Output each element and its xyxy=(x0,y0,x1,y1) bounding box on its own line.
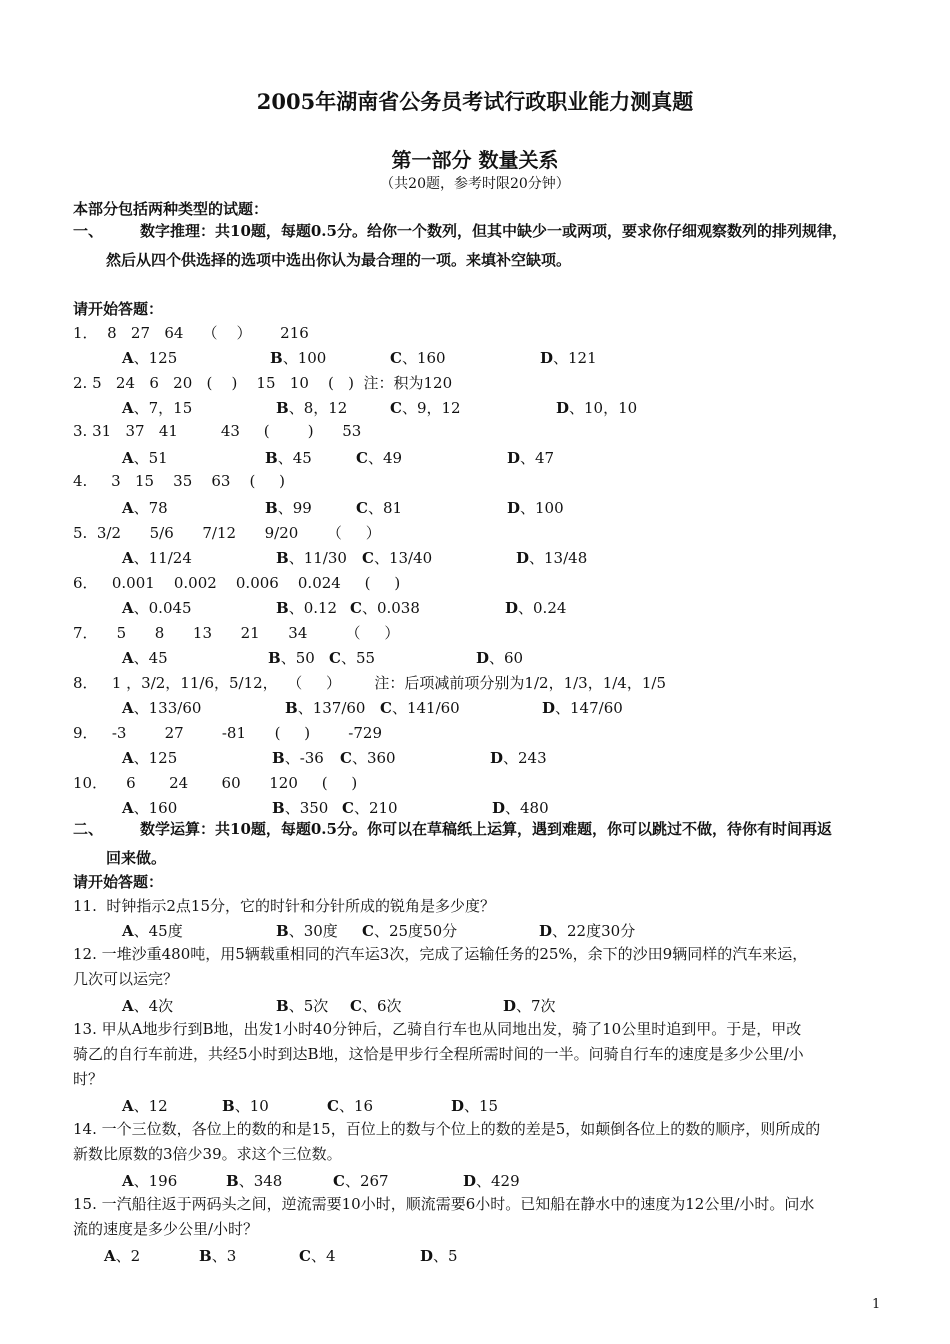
q9-option-b: B、-36 xyxy=(272,749,324,767)
start-prompt-2: 请开始答题： xyxy=(73,873,164,891)
question-4: 4. 3 15 35 63 ( ) xyxy=(73,472,286,490)
q15-option-b: B、3 xyxy=(199,1247,237,1265)
question-11: 11. 时钟指示2点15分，它的时针和分针所成的锐角是多少度？ xyxy=(73,897,496,915)
section1-line1: 数字推理：共10题，每题0.5分。给你一个数列，但其中缺少一或两项，要求你仔细观察数列的排列规律， xyxy=(140,222,847,240)
q9-option-d: D、243 xyxy=(490,749,547,767)
question-12 xyxy=(73,942,878,992)
q4-option-a: A、78 xyxy=(122,499,168,517)
q12-option-d: D、7次 xyxy=(503,997,556,1015)
question-2: 2. 5 24 6 20 ( ) 15 10 ( ) 注：积为120 xyxy=(73,374,453,392)
q13-option-d: D、15 xyxy=(451,1097,499,1115)
q14-option-c: C、267 xyxy=(333,1172,389,1190)
q3-option-a: A、51 xyxy=(122,449,168,467)
q6-option-c: C、0.038 xyxy=(350,599,420,617)
q11-option-a: A、45度 xyxy=(122,922,183,940)
q4-option-b: B、99 xyxy=(265,499,312,517)
q15-option-c: C、4 xyxy=(299,1247,336,1265)
section1-number: 一、 xyxy=(73,222,104,240)
section2-instructions xyxy=(73,815,888,873)
q3-option-b: B、45 xyxy=(265,449,312,467)
q1-option-d: D、121 xyxy=(540,349,597,367)
q13-line3: 时？ xyxy=(73,1070,104,1088)
q6-option-b: B、0.12 xyxy=(276,599,338,617)
start-prompt-1: 请开始答题： xyxy=(73,300,164,318)
q5-option-d: D、13/48 xyxy=(516,549,588,567)
question-3: 3. 31 37 41 43 ( ) 53 xyxy=(73,422,362,440)
q9-option-a: A、125 xyxy=(122,749,178,767)
q10-option-b: B、350 xyxy=(272,799,329,817)
part-title: 第一部分 数量关系 xyxy=(391,148,559,172)
q11-option-c: C、25度50分 xyxy=(362,922,458,940)
q2-option-c: C、9，12 xyxy=(390,399,461,417)
q7-option-c: C、55 xyxy=(329,649,376,667)
q13-option-b: B、10 xyxy=(222,1097,269,1115)
q5-option-b: B、11/30 xyxy=(276,549,347,567)
q12-option-c: C、6次 xyxy=(350,997,402,1015)
q3-option-d: D、47 xyxy=(507,449,555,467)
q12-option-b: B、5次 xyxy=(276,997,329,1015)
q14-option-a: A、196 xyxy=(122,1172,178,1190)
q10-option-d: D、480 xyxy=(492,799,549,817)
q7-option-a: A、45 xyxy=(122,649,168,667)
q3-option-c: C、49 xyxy=(356,449,403,467)
q13-line1: 13. 甲从A地步行到B地，出发1小时40分钟后，乙骑自行车也从同地出发，骑了10公里时追到甲。于是，甲改 xyxy=(73,1020,802,1038)
section1-line2: 然后从四个供选择的选项中选出你认为最合理的一项。来填补空缺项。 xyxy=(106,251,572,269)
question-8: 8． 1 ，3/2，11/6，5/12， （ ） 注：后项减前项分别为1/2，1/3，1/4，1/5 xyxy=(73,674,666,692)
section2-line2: 回来做。 xyxy=(106,849,167,867)
section2-number: 二、 xyxy=(73,820,104,838)
q2-option-a: A、7，15 xyxy=(122,399,193,417)
q6-option-a: A、0.045 xyxy=(122,599,192,617)
section2-line1: 数学运算：共10题，每题0.5分。你可以在草稿纸上运算，遇到难题，你可以跳过不做，待你有时间再返 xyxy=(140,820,832,838)
question-7: 7． 5 8 13 21 34 （ ） xyxy=(73,624,400,642)
part-subtitle: （共20题，参考时限20分钟） xyxy=(380,176,570,192)
q15-line2: 流的速度是多少公里/小时？ xyxy=(73,1220,259,1238)
q8-option-a: A、133/60 xyxy=(122,699,202,717)
q12-line1: 12. 一堆沙重480吨，用5辆载重相同的汽车运3次，完成了运输任务的25%，余下的沙田9辆同样的汽车来运， xyxy=(73,945,808,963)
q13-option-a: A、12 xyxy=(122,1097,168,1115)
q4-option-c: C、81 xyxy=(356,499,403,517)
q8-option-c: C、141/60 xyxy=(380,699,460,717)
document-title: 2005年湖南省公务员考试行政职业能力测真题 xyxy=(256,89,694,114)
q12-line2: 几次可以运完？ xyxy=(73,970,179,988)
question-1: 1． 8 27 64 （ ） 216 xyxy=(73,324,309,342)
q2-option-d: D、10，10 xyxy=(556,399,638,417)
section1-instructions xyxy=(73,217,888,275)
q7-option-d: D、60 xyxy=(476,649,524,667)
q14-line1: 14. 一个三位数，各位上的数的和是15，百位上的数与个位上的数的差是5，如颠倒各位上的数的顺序，则所成的 xyxy=(73,1120,821,1138)
question-9: 9． -3 27 -81 ( ) -729 xyxy=(73,724,382,742)
intro-text: 本部分包括两种类型的试题： xyxy=(73,200,269,218)
q9-option-c: C、360 xyxy=(340,749,396,767)
q1-option-c: C、160 xyxy=(390,349,446,367)
question-5: 5. 3/2 5/6 7/12 9/20 （ ） xyxy=(73,524,381,542)
question-13 xyxy=(73,1017,878,1092)
q1-option-a: A、125 xyxy=(122,349,178,367)
question-14 xyxy=(73,1117,878,1167)
question-6: 6． 0.001 0.002 0.006 0.024 ( ) xyxy=(73,574,401,592)
q13-line2: 骑乙的自行车前进，共经5小时到达B地，这恰是甲步行全程所需时间的一半。问骑自行车的速度是多少公里/小 xyxy=(73,1045,804,1063)
q14-option-b: B、348 xyxy=(226,1172,283,1190)
q15-option-d: D、5 xyxy=(420,1247,458,1265)
q2-option-b: B、8，12 xyxy=(276,399,348,417)
q8-option-b: B、137/60 xyxy=(285,699,366,717)
q7-option-b: B、50 xyxy=(268,649,315,667)
q15-option-a: A、2 xyxy=(104,1247,141,1265)
q1-option-b: B、100 xyxy=(270,349,327,367)
q5-option-a: A、11/24 xyxy=(122,549,192,567)
q5-option-c: C、13/40 xyxy=(362,549,433,567)
q10-option-c: C、210 xyxy=(342,799,398,817)
q11-option-b: B、30度 xyxy=(276,922,338,940)
question-10: 10． 6 24 60 120 ( ) xyxy=(73,774,358,792)
question-15 xyxy=(73,1192,878,1242)
q10-option-a: A、160 xyxy=(122,799,178,817)
q14-line2: 新数比原数的3倍少39。求这个三位数。 xyxy=(73,1145,342,1163)
q11-option-d: D、22度30分 xyxy=(539,922,636,940)
q4-option-d: D、100 xyxy=(507,499,564,517)
q15-line1: 15. 一汽船往返于两码头之间，逆流需要10小时，顺流需要6小时。已知船在静水中的速度为12公里/小时。问水 xyxy=(73,1195,815,1213)
page-number: 1 xyxy=(872,1297,881,1312)
q13-option-c: C、16 xyxy=(327,1097,374,1115)
q8-option-d: D、147/60 xyxy=(542,699,623,717)
q14-option-d: D、429 xyxy=(463,1172,520,1190)
q6-option-d: D、0.24 xyxy=(505,599,567,617)
q12-option-a: A、4次 xyxy=(122,997,174,1015)
